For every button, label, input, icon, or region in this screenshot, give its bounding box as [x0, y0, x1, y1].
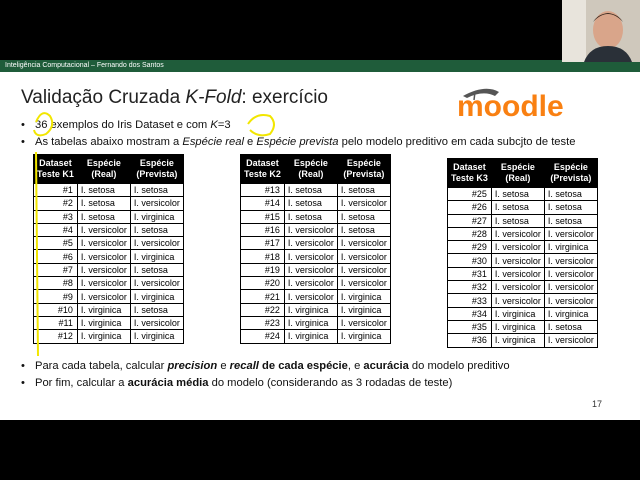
predicted-species-cell: I. versicolor [337, 277, 390, 290]
sample-id-cell: #25 [448, 188, 492, 201]
sample-id-cell: #10 [34, 303, 78, 316]
k3-header: Espécie (Prevista) [544, 159, 597, 188]
table-row [34, 184, 184, 197]
real-species-cell: I. setosa [284, 210, 337, 223]
table-row [448, 214, 598, 227]
bullet-mean-accuracy: • Por fim, calcular a acurácia média do modelo (considerando as 3 rodadas de teste) [21, 377, 453, 389]
table-row [241, 303, 391, 316]
predicted-species-cell: I. versicolor [337, 237, 390, 250]
sample-id-cell: #15 [241, 210, 285, 223]
fold-k1-table [33, 154, 184, 344]
predicted-species-cell: I. setosa [130, 303, 183, 316]
predicted-species-cell: I. versicolor [130, 277, 183, 290]
moodle-logo-text: moodle [457, 90, 564, 122]
predicted-species-cell: I. versicolor [130, 316, 183, 329]
real-species-cell: I. setosa [491, 214, 544, 227]
real-species-cell: I. versicolor [77, 263, 130, 276]
sample-id-cell: #3 [34, 210, 78, 223]
real-species-cell: I. versicolor [77, 223, 130, 236]
sample-id-cell: #1 [34, 184, 78, 197]
predicted-species-cell: I. setosa [544, 188, 597, 201]
sample-id-cell: #34 [448, 307, 492, 320]
predicted-species-cell: I. setosa [544, 214, 597, 227]
page-number: 17 [592, 399, 603, 409]
sample-id-cell: #11 [34, 316, 78, 329]
predicted-species-cell: I. virginica [337, 330, 390, 343]
real-species-cell: I. versicolor [284, 223, 337, 236]
real-species-cell: I. versicolor [77, 250, 130, 263]
predicted-species-cell: I. virginica [130, 250, 183, 263]
real-species-cell: I. versicolor [77, 237, 130, 250]
table-row [448, 201, 598, 214]
real-species-cell: I. virginica [77, 316, 130, 329]
sample-id-cell: #14 [241, 197, 285, 210]
bullet-tables: • As tabelas abaixo mostram a Espécie real e Espécie prevista pelo modelo preditivo em cada subcjto de teste [21, 136, 576, 148]
real-species-cell: I. versicolor [77, 277, 130, 290]
table-row [241, 290, 391, 303]
real-species-cell: I. virginica [284, 303, 337, 316]
bullet-precision-recall: • Para cada tabela, calcular precision e recall de cada espécie, e acurácia do modelo preditivo [21, 360, 510, 372]
sample-id-cell: #22 [241, 303, 285, 316]
bullet-dataset: • 36 exemplos do Iris Dataset e com K=3 [21, 119, 231, 131]
table-row [448, 188, 598, 201]
presentation-slide [0, 60, 640, 420]
sample-id-cell: #17 [241, 237, 285, 250]
real-species-cell: I. versicolor [77, 290, 130, 303]
table-row [34, 277, 184, 290]
real-species-cell: I. versicolor [284, 263, 337, 276]
sample-id-cell: #26 [448, 201, 492, 214]
k3-header: Espécie (Real) [491, 159, 544, 188]
real-species-cell: I. versicolor [491, 227, 544, 240]
sample-id-cell: #36 [448, 334, 492, 347]
predicted-species-cell: I. setosa [544, 201, 597, 214]
table-row [448, 254, 598, 267]
k2-header: Espécie (Prevista) [337, 155, 390, 184]
real-species-cell: I. versicolor [284, 277, 337, 290]
sample-id-cell: #13 [241, 184, 285, 197]
course-header-bar [0, 60, 640, 72]
table-row [34, 263, 184, 276]
table-row [241, 210, 391, 223]
table-row [241, 277, 391, 290]
k3-header: Dataset Teste K3 [448, 159, 492, 188]
real-species-cell: I. setosa [77, 210, 130, 223]
predicted-species-cell: I. setosa [130, 184, 183, 197]
real-species-cell: I. virginica [491, 320, 544, 333]
predicted-species-cell: I. versicolor [130, 237, 183, 250]
sample-id-cell: #31 [448, 267, 492, 280]
predicted-species-cell: I. setosa [337, 223, 390, 236]
real-species-cell: I. virginica [491, 334, 544, 347]
table-row [241, 197, 391, 210]
sample-id-cell: #29 [448, 241, 492, 254]
predicted-species-cell: I. versicolor [130, 197, 183, 210]
predicted-species-cell: I. versicolor [544, 281, 597, 294]
table-row [448, 334, 598, 347]
real-species-cell: I. virginica [284, 330, 337, 343]
sample-id-cell: #8 [34, 277, 78, 290]
predicted-species-cell: I. virginica [130, 330, 183, 343]
table-row [34, 197, 184, 210]
predicted-species-cell: I. versicolor [544, 294, 597, 307]
real-species-cell: I. setosa [491, 201, 544, 214]
table-row [34, 223, 184, 236]
sample-id-cell: #2 [34, 197, 78, 210]
real-species-cell: I. setosa [491, 188, 544, 201]
sample-id-cell: #23 [241, 316, 285, 329]
slide-title: Validação Cruzada K-Fold: exercício [21, 87, 328, 108]
table-row [241, 263, 391, 276]
predicted-species-cell: I. versicolor [544, 334, 597, 347]
course-title: Inteligência Computacional – Fernando dos Santos [5, 62, 164, 69]
predicted-species-cell: I. versicolor [337, 316, 390, 329]
table-row [448, 320, 598, 333]
predicted-species-cell: I. virginica [544, 241, 597, 254]
presenter-video-icon [562, 0, 640, 62]
k1-header: Dataset Teste K1 [34, 155, 78, 184]
predicted-species-cell: I. versicolor [337, 250, 390, 263]
table-row [448, 227, 598, 240]
table-row [34, 250, 184, 263]
sample-id-cell: #16 [241, 223, 285, 236]
fold-k2-table [240, 154, 391, 344]
sample-id-cell: #32 [448, 281, 492, 294]
predicted-species-cell: I. virginica [337, 290, 390, 303]
k1-header: Espécie (Real) [77, 155, 130, 184]
sample-id-cell: #19 [241, 263, 285, 276]
k2-header: Espécie (Real) [284, 155, 337, 184]
real-species-cell: I. setosa [284, 197, 337, 210]
sample-id-cell: #21 [241, 290, 285, 303]
predicted-species-cell: I. setosa [337, 184, 390, 197]
sample-id-cell: #30 [448, 254, 492, 267]
sample-id-cell: #12 [34, 330, 78, 343]
real-species-cell: I. versicolor [284, 250, 337, 263]
real-species-cell: I. setosa [284, 184, 337, 197]
highlight-circle-k3 [248, 115, 274, 135]
predicted-species-cell: I. setosa [130, 223, 183, 236]
predicted-species-cell: I. virginica [544, 307, 597, 320]
sample-id-cell: #5 [34, 237, 78, 250]
table-row [448, 281, 598, 294]
table-row [241, 316, 391, 329]
sample-id-cell: #35 [448, 320, 492, 333]
predicted-species-cell: I. versicolor [544, 267, 597, 280]
real-species-cell: I. versicolor [491, 254, 544, 267]
predicted-species-cell: I. setosa [130, 263, 183, 276]
real-species-cell: I. setosa [77, 184, 130, 197]
predicted-species-cell: I. versicolor [337, 197, 390, 210]
table-row [448, 294, 598, 307]
real-species-cell: I. versicolor [284, 290, 337, 303]
k1-header: Espécie (Prevista) [130, 155, 183, 184]
predicted-species-cell: I. virginica [130, 290, 183, 303]
table-row [448, 241, 598, 254]
sample-id-cell: #33 [448, 294, 492, 307]
sample-id-cell: #6 [34, 250, 78, 263]
table-row [34, 303, 184, 316]
predicted-species-cell: I. virginica [337, 303, 390, 316]
table-row [241, 223, 391, 236]
predicted-species-cell: I. versicolor [544, 227, 597, 240]
real-species-cell: I. versicolor [491, 241, 544, 254]
webcam-overlay [562, 0, 640, 62]
predicted-species-cell: I. versicolor [337, 263, 390, 276]
sample-id-cell: #28 [448, 227, 492, 240]
table-row [241, 184, 391, 197]
real-species-cell: I. virginica [77, 303, 130, 316]
table-row [34, 330, 184, 343]
real-species-cell: I. versicolor [491, 294, 544, 307]
k2-header: Dataset Teste K2 [241, 155, 285, 184]
table-row [34, 316, 184, 329]
table-row [448, 307, 598, 320]
moodle-logo [455, 82, 565, 122]
predicted-species-cell: I. versicolor [544, 254, 597, 267]
table-row [448, 267, 598, 280]
real-species-cell: I. virginica [77, 330, 130, 343]
table-row [241, 237, 391, 250]
real-species-cell: I. setosa [77, 197, 130, 210]
real-species-cell: I. versicolor [491, 267, 544, 280]
predicted-species-cell: I. setosa [544, 320, 597, 333]
real-species-cell: I. virginica [491, 307, 544, 320]
table-row [241, 250, 391, 263]
predicted-species-cell: I. virginica [130, 210, 183, 223]
sample-id-cell: #27 [448, 214, 492, 227]
table-row [34, 210, 184, 223]
sample-id-cell: #9 [34, 290, 78, 303]
table-row [34, 237, 184, 250]
sample-id-cell: #4 [34, 223, 78, 236]
sample-id-cell: #24 [241, 330, 285, 343]
sample-id-cell: #18 [241, 250, 285, 263]
table-row [34, 290, 184, 303]
real-species-cell: I. versicolor [284, 237, 337, 250]
sample-id-cell: #20 [241, 277, 285, 290]
real-species-cell: I. virginica [284, 316, 337, 329]
sample-id-cell: #7 [34, 263, 78, 276]
real-species-cell: I. versicolor [491, 281, 544, 294]
table-row [241, 330, 391, 343]
fold-k3-table [447, 158, 598, 348]
predicted-species-cell: I. setosa [337, 210, 390, 223]
